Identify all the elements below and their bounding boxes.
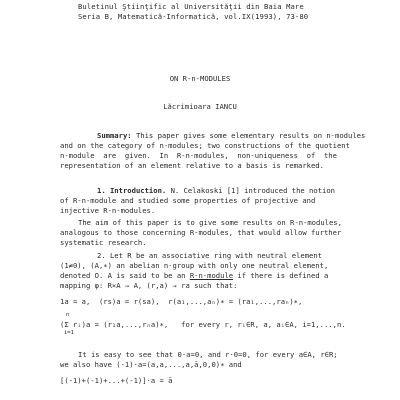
summary-label: Summary: [97, 131, 132, 140]
section2-line-5: It is easy to see that 0·a=0, and r·0=0, for every a∈A, r∈R; [78, 350, 338, 359]
summary-line-1 [97, 131, 365, 140]
definition-term: R-n-module [189, 271, 234, 280]
paper-title: ON R-n-MODULES [169, 74, 231, 83]
intro-line-4: The aim of this paper is to give some results on R-n-modules, [78, 218, 342, 227]
equation-2: (Σ rᵢ)a = (r₁a,...,rₙa)∗, for every r, rᵢ∈R, a, aᵢ∈A, i=1,...,n. [60, 320, 346, 329]
intro-line-6: systematic research. [60, 238, 147, 247]
summary-line-3: n-module are given. In R-n-modules, non-uniqueness of the [60, 151, 337, 160]
section2-text-3b: if there is defined a [233, 271, 329, 280]
section2-line-2: (1≠0), (A,∗) an abelian n-group with only one neutral element, [60, 261, 329, 270]
sum-upper-limit: n [66, 312, 70, 318]
section2-text-3a: denoted O. A is said to be an [60, 271, 190, 280]
intro-line-2: of R-n-module and studied some properties of projective and [60, 196, 316, 205]
sum-lower-limit: i=1 [64, 330, 74, 336]
intro-line-5: analogous to those concerning R-modules, that would allow further [60, 228, 342, 237]
section2-line-1: 2. Let R be an associative ring with neutral element [97, 251, 323, 260]
summary-text-1: This paper gives some elementary results on n-modules [131, 131, 366, 140]
intro-heading: 1. Introduction. [97, 186, 167, 195]
section2-line-7: [(-1)+(-1)+...+(-1)]·a = ā [60, 376, 173, 385]
section2-line-3 [60, 271, 328, 280]
section2-line-6: we also have (-1)·a=(a,a,...,a,ā,0,0)∗ and [60, 360, 242, 369]
intro-text-1: N. Celakoski [1] introduced the notion [166, 186, 336, 195]
section2-line-4: mapping φ: R×A → A, (r,a) → ra such that: [60, 281, 238, 290]
journal-header-line1: Buletinul Ştiinţific al Universităţii din Baia Mare [78, 2, 304, 11]
intro-line-3: injective R-n-modules. [60, 206, 156, 215]
equation-1: 1a = a, (rs)a = r(sa), r(a₁,...,aₙ)∗ = (ra₁,...,raₙ)∗, [60, 297, 303, 306]
journal-header-line2: Seria B, Matematică-Informatică, vol.IX(1993), 73-80 [78, 12, 309, 21]
summary-line-2: and on the category of n-modules; two constructions of the quotient [60, 141, 350, 150]
summary-line-4: representation of an element relative to a basis is remarked. [60, 161, 324, 170]
author-name: Lăcrimioara IANCU [163, 102, 237, 111]
intro-line-1 [97, 186, 335, 195]
